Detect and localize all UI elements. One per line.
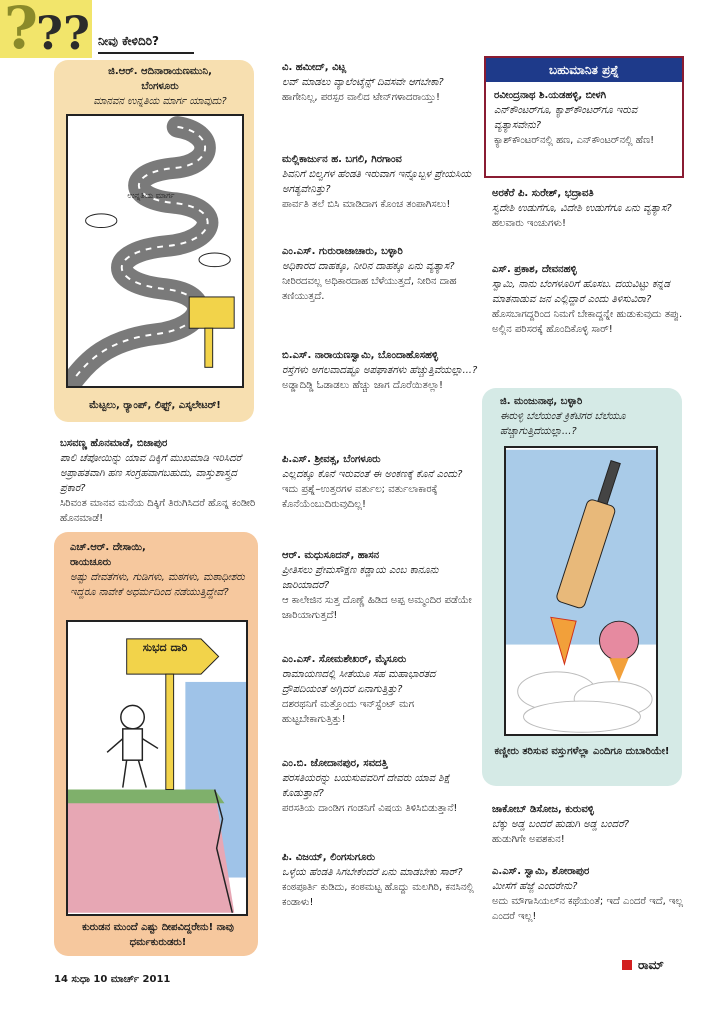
qa-col3-2: ಎಸ್. ಪ್ರಕಾಶ, ದೇವನಹಳ್ಳಿ ಸ್ವಾಮಿ, ನಾನು ಬೆಂಗಳೂರಿಗೆ ಹೊಸಬ. ದಯವಿಟ್ಟು ಕನ್ನಡ ಮಾತನಾಡುವ ಜನ ಎಲ್ಲಿದ್ದಾರೆ ಎಂದು ತಿಳಿಸುವಿರಾ? ಹೊಸಬಾಗದ್ದರಿಂದ ನಿಮಗೆ ಬೇಕಾದ್ದನ್ನೇ ಹುಡುಕುವುದು ತಪ್ಪು. ಅಲ್ಲಿನ ಪರಿಸರಕ್ಕೆ ಹೊಂದಿಕೊಳ್ಳಿ ಸಾರ್! <box>492 264 683 335</box>
red-square-icon <box>622 960 632 970</box>
qa-2: ಬಸವಣ್ಣ ಹೊನಮಾಡೆ, ಬಿಜಾಪುರ ಪಾಲಿ ಚೆಪೋಯಿನ್ನು ಯಾವ ದಿಕ್ಕಿಗೆ ಮುಖಮಾಡಿ ಇರಿಸಿದರೆ ಅಪ್ರಾಹತವಾಗಿ ಹಣ ಸಂಗ್ರಹವಾಗಬಹುದು, ವಾಸ್ತುಶಾಸ್ತ್ರದ ಪ್ರಕಾರ? ಸಿರಿವಂತ ಮಾನವ ಮನೆಯ ದಿಕ್ಕಿಗೆ ತಿರುಗಿಸಿದರೆ ಹೊನ್ನ ಕಂಡೀರಿ ಹೊನಮಾಡೆ! <box>60 438 256 524</box>
qa-col2-4: ಬಿ.ಎಸ್. ನಾರಾಯಣಸ್ವಾಮಿ, ಬೊಂದಾಹೊಸಹಳ್ಳಿ ರಸ್ತೆಗಳು ಅಗಲವಾದಷ್ಟೂ ಅಪಘಾತಗಳು ಹೆಚ್ಚುತ್ತಿವೆಯಲ್ಲಾ...? ಅಡ್ಡಾದಿಡ್ಡಿ ಓಡಾಡಲು ಹೆಚ್ಚು ಜಾಗ ದೊರೆಯಿತಲ್ಲಾ! <box>282 350 478 391</box>
featured-body: ರವೀಂದ್ರನಾಥ ಶಿ.ಯಡಹಳ್ಳಿ, ಬೀಳಗಿ ಎನ್‌ಕೌಂಟರ್‌ಗೂ, ಕ್ಯಾಶ್‌ಕೌಂಟರ್‌ಗೂ ಇರುವ ವ್ಯತ್ಯಾಸವೇನು? ಕ್ಯಾಶ್‌ಕೌಂಟರ್‌ನಲ್ಲಿ ಹಣ, ಎನ್‌ಕೌಂಟರ್‌ನಲ್ಲಿ ಹೆಣ! <box>494 90 655 146</box>
qa-col2-7: ಎಂ.ಎಸ್. ಸೋಮಶೇಖರ್, ಮೈಸೂರು ರಾಮಾಯಣದಲ್ಲಿ ಸೀತೆಯೂ ಸಹ ಮಹಾಭಾರತದ ದ್ರೌಪದಿಯಂತೆ ಅಗ್ಗಿದರೆ ಏನಾಗುತ್ತಿತ್ತು? ದಶರಥನಿಗೆ ಮತ್ತೊಂದು ಇನ್‌ಸ್ಟೆಂಟ್ ಮಗ ಹುಟ್ಟಬೇಕಾಗುತ್ತಿತ್ತು! <box>282 654 436 725</box>
featured-question-box <box>484 56 684 178</box>
column-title: ನೀವು ಕೇಳಿದಿರಿ? <box>98 34 160 48</box>
cliff-sign-text: ಸುಭದ ದಾರಿ <box>142 641 188 654</box>
logo-question-mark: ? <box>4 0 38 58</box>
qa-col2-1: ವಿ. ಹಮೀದ್, ವಿಟ್ಲ ಲವ್ ಮಾಡಲು ವ್ಯಾಲೆಂಟೈನ್ಸ್ ದಿವಸವೇ ಆಗಬೇಕಾ? ಹಾಗೇನಿಲ್ಲ, ಪರಸ್ಪರ ವಾಲಿದ ಟೇನ್‌ಗಳಾದರಾಯ್ತು! <box>282 62 444 103</box>
cartoon-cricket-bat <box>504 446 658 736</box>
cliff-illustration <box>68 622 246 914</box>
header-rule <box>98 52 194 54</box>
road-illustration <box>68 116 242 386</box>
qa-col2-8: ಎಂ.ಬಿ. ಜೋದಾನಪುರ, ಸವದತ್ತಿ ಪರಸತಿಯರನ್ನು ಬಯಸುವವರಿಗೆ ದೇವರು ಯಾವ ಶಿಕ್ಷೆ ಕೊಡುತ್ತಾನೆ? ಪರಸತಿಯ ದಾಂಡಿಗ ಗಂಡನಿಗೆ ವಿಷಯ ತಿಳಿಸಿಬಿಡುತ್ತಾನೆ! <box>282 758 458 814</box>
qa-3-question: ಎಚ್.ಆರ್. ದೇಸಾಯಿ, ರಾಯಚೂರು ಅಷ್ಟು ದೇವತೆಗಳು, ಗುಡಿಗಳು, ಮಠಗಳು, ಮಠಾಧೀಶರು ಇದ್ದರೂ ನಾವೇಕೆ ಅಧರ್ಮದಿಂದ ನಡೆಯುತ್ತಿದ್ದೇವೆ? <box>70 542 245 598</box>
qa-col3-3-answer: ಕಣ್ಣೀರು ತರಿಸುವ ವಸ್ತುಗಳೆಲ್ಲಾ ಎಂದಿಗೂ ದುಬಾರಿಯೇ! <box>494 746 670 757</box>
cartoon-winding-road <box>66 114 244 388</box>
page-footer: 14 ಸುಧಾ 10 ಮಾರ್ಚ್ 2011 <box>54 974 171 985</box>
qa-col2-3: ಎಂ.ಎಸ್. ಗುರುರಾಜಾಚಾರು, ಬಳ್ಳಾರಿ ಅಧಿಕಾರದ ದಾಹಕ್ಕೂ, ನೀರಿನ ದಾಹಕ್ಕೂ ಏನು ವ್ಯತ್ಯಾಸ? ನೀರಿರದವಲ್ಲ ಅಧಿಕಾರದಾಹ ಬೆಳೆಯುತ್ತದೆ, ನೀರಿನ ದಾಹ ತಣಿಯುತ್ತದೆ. <box>282 246 457 302</box>
qa-3-answer: ಕುರುಡನ ಮುಂದೆ ಎಷ್ಟು ದೀಪವಿದ್ದರೇನು! ನಾವು ಧರ್ಮಕುರುಡರು! <box>82 922 234 948</box>
author-credit: ರಾಮ್ <box>622 958 664 973</box>
rocket-bat-illustration <box>506 448 656 734</box>
qa-col3-5: ಎ.ಎಸ್. ಸ್ವಾಮಿ, ಶೋರಾಪುರ ಮೀಸೆಗೆ ಹೆಜ್ಜೆ ಎಂದರೇನು? ಅದು ಮೌಗಾಸಿಯಲ್‌ನ ಕಥೆಯಂತೆ; ಇದೆ ಎಂದರೆ ಇದೆ, ಇಲ್ಲ ಎಂದರೆ ಇಲ್ಲ! <box>492 866 684 922</box>
qa-col2-9: ಪಿ. ವಿಜಯ್, ಲಿಂಗಸುಗೂರು ಒಳ್ಳೆಯ ಹೆಂಡತಿ ಸಿಗಬೇಕೆಂದರೆ ಏನು ಮಾಡಬೇಕು ಸಾರ್? ಕಂಠಪೂರ್ತಿ ಕುಡಿದು, ಕಂಠಮಟ್ಟ ಹೊದ್ದು ಮಲಗಿರಿ, ಕನಸಿನಲ್ಲಿ ಕಂಡಾಳು! <box>282 852 474 908</box>
qa-col3-3-question: ಜಿ. ಮಂಜುನಾಥ, ಬಳ್ಳಾರಿ ಈರುಳ್ಳಿ ಬೆಲೆಯಂತೆ ಕ್ರಿಕೆಟಿಗರ ಬೆಲೆಯೂ ಹೆಚ್ಚಾಗುತ್ತಿದೆಯಲ್ಲಾ...? <box>500 396 626 437</box>
logo-text: ?? <box>36 6 90 58</box>
column-logo <box>0 0 92 58</box>
cartoon-cliff <box>66 620 248 916</box>
qa-1-answer: ಮೆಟ್ಟಲು, ರ್‍ಯಾಂಪ್, ಲಿಫ್ಟ್, ಎಸ್ಕಲೇಟರ್! <box>89 400 221 411</box>
qa-col2-2: ಮಲ್ಲಿಕಾರ್ಜುನ ಹ. ಬಗಲಿ, ಗಿರಗಾಂವ ಶಿವನಿಗೆ ಬಿಲ್ವಗಳ ಹೆಂಡತಿ ಇರುವಾಗ ಇನ್ನೊಬ್ಬಳ ಪ್ರೇಯಸಿಯ ಅಗತ್ಯವೇನಿತ್ತು? ಪಾರ್ವತಿ ತಲೆ ಬಿಸಿ ಮಾಡಿದಾಗ ಕೊಂಚ ತಂಪಾಗಿಸಲು! <box>282 154 472 210</box>
qa-1-question: ಜಿ.ಆರ್. ಆದಿನಾರಾಯಣಮುನಿ, ಬೆಂಗಳೂರು ಮಾನವನ ಉನ್ನತಿಯ ಮಾರ್ಗ ಯಾವುದು? <box>93 66 227 107</box>
qa-col2-5: ಪಿ.ಎಸ್. ಶ್ರೀವತ್ಸ, ಬೆಂಗಳೂರು ಎಲ್ಲದಕ್ಕೂ ಕೊನೆ ಇರುವಂತೆ ಈ ಅಂಕಣಕ್ಕೆ ಕೊನೆ ಎಂದು? ಇದು ಪ್ರಶ್ನೆ–ಉತ್ತರಗಳ ವರ್ತುಲ; ವರ್ತುಲಾಕಾರಕ್ಕೆ ಕೊನೆಯೆಂಬುದಿರುವುದಿಲ್ಲ! <box>282 454 463 510</box>
road-sign-text: ಉನ್ನತಿಯ ಮಾರ್ಗ <box>127 191 175 200</box>
qa-col3-4: ಜಾಕೋಬ್ ಡಿಸೋಜ, ಕುರುವಳ್ಳಿ ಬೆಕ್ಕು ಅಡ್ಡ ಬಂದರೆ ಹುಡುಗಿ ಅಡ್ಡ ಬಂದರೆ? ಹುಡುಗಿಗೇ ಅಪಶಕುನ! <box>492 804 630 845</box>
qa-col3-1: ಅರಕೆರೆ ಪಿ. ಸುರೇಶ್, ಭದ್ರಾವತಿ ಸ್ವದೇಶಿ ಉಡುಗೆಗೂ, ವಿದೇಶಿ ಉಡುಗೆಗೂ ಏನು ವ್ಯತ್ಯಾಸ? ಹಲವಾರು ಇಂಚುಗಳು! <box>492 188 672 229</box>
qa-col2-6: ಆರ್. ಮಧುಸೂದನ್, ಹಾಸನ ಪ್ರೀತಿಸಲು ಪ್ರೇಮಸೌಕ್ಷಣ ಕಡ್ಡಾಯ ಎಂಬ ಕಾನೂನು ಜಾರಿಯಾದರೆ? ಆ ಕಾಲೇಜಿನ ಸುತ್ತ ದೊಣ್ಣೆ ಹಿಡಿದ ಅಪ್ಪ ಅಮ್ಮಂದಿರ ಪಡೆಯೇ ಜಾರಿಯಾಗುತ್ತದೆ! <box>282 550 472 621</box>
featured-title: ಬಹುಮಾನಿತ ಪ್ರಶ್ನೆ <box>486 58 682 82</box>
